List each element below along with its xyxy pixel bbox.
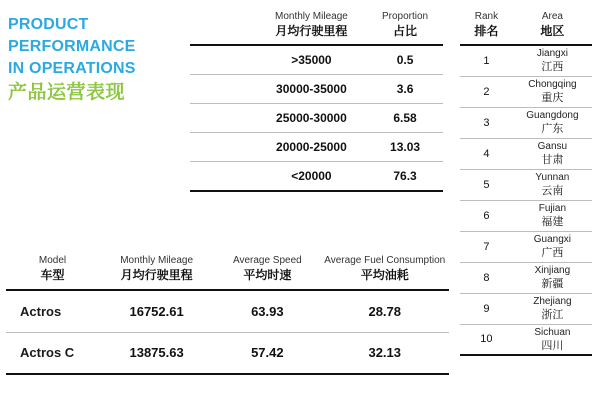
rank-area: Sichuan 四川 (513, 324, 592, 355)
table-row (6, 332, 449, 374)
model-speed: 63.93 (214, 290, 320, 332)
rank-number: 9 (460, 293, 513, 324)
rank-number: 1 (460, 45, 513, 76)
table-row (460, 200, 592, 231)
rank-area: Chongqing 重庆 (513, 76, 592, 107)
table-row (460, 231, 592, 262)
rank-area: Jiangxi 江西 (513, 45, 592, 76)
model-header-model: Model 车型 (38, 255, 67, 282)
table-header-row (460, 8, 592, 45)
mileage-range-value: 25000-30000 (256, 104, 367, 133)
rank-area: Gansu 甘肃 (513, 138, 592, 169)
model-mileage: 16752.61 (99, 290, 214, 332)
table-row (190, 133, 443, 162)
mileage-proportion-value: 3.6 (367, 75, 443, 104)
rank-area: Fujian 福建 (513, 200, 592, 231)
table-header-row (6, 252, 449, 290)
table-row (460, 45, 592, 76)
table-row (6, 290, 449, 332)
mileage-range-value: 30000-35000 (256, 75, 367, 104)
table-row (460, 262, 592, 293)
mileage-range-value: >35000 (256, 45, 367, 75)
mileage-proportion-value: 6.58 (367, 104, 443, 133)
rank-area: Zhejiang 浙江 (513, 293, 592, 324)
rank-number: 2 (460, 76, 513, 107)
title-line-3: IN OPERATIONS (8, 60, 136, 78)
table-row (460, 138, 592, 169)
title-english (8, 14, 183, 80)
table-row (460, 324, 592, 355)
rank-number: 4 (460, 138, 513, 169)
model-fuel: 28.78 (321, 290, 450, 332)
mileage-header-blank (190, 8, 256, 45)
table-row (190, 75, 443, 104)
mileage-proportion-value: 0.5 (367, 45, 443, 75)
mileage-proportion-value: 13.03 (367, 133, 443, 162)
rank-area: Guangxi 广西 (513, 231, 592, 262)
area-rank-table (460, 8, 592, 356)
table-row (460, 76, 592, 107)
mileage-range-value: 20000-25000 (256, 133, 367, 162)
rank-header-area: Area 地区 (540, 11, 565, 38)
rank-area: Yunnan 云南 (513, 169, 592, 200)
model-mileage: 13875.63 (99, 332, 214, 374)
rank-number: 3 (460, 107, 513, 138)
model-name: Actros C (6, 332, 99, 374)
model-header-monthly-mileage: Monthly Mileage 月均行驶里程 (120, 255, 193, 282)
rank-number: 10 (460, 324, 513, 355)
page-title (8, 14, 183, 105)
model-header-average-speed: Average Speed 平均时速 (232, 255, 302, 282)
rank-number: 6 (460, 200, 513, 231)
model-name: Actros (6, 290, 99, 332)
rank-area: Xinjiang 新疆 (513, 262, 592, 293)
model-speed: 57.42 (214, 332, 320, 374)
rank-area: Guangdong 广东 (513, 107, 592, 138)
table-header-row (190, 8, 443, 45)
mileage-header-monthly-mileage: Monthly Mileage 月均行驶里程 (275, 11, 348, 38)
mileage-distribution-table (190, 8, 443, 192)
mileage-header-proportion: Proportion 占比 (381, 11, 429, 38)
rank-number: 5 (460, 169, 513, 200)
rank-number: 7 (460, 231, 513, 262)
mileage-proportion-value: 76.3 (367, 162, 443, 192)
model-performance-table (6, 252, 449, 375)
table-row (460, 107, 592, 138)
table-row (460, 169, 592, 200)
table-row (190, 162, 443, 192)
title-line-1: PRODUCT (8, 16, 89, 33)
model-fuel: 32.13 (321, 332, 450, 374)
mileage-range-value: <20000 (256, 162, 367, 192)
title-line-2: PERFORMANCE (8, 38, 136, 56)
table-row (190, 104, 443, 133)
table-row (190, 45, 443, 75)
title-chinese: 产品运营表现 (8, 82, 126, 104)
model-header-average-fuel: Average Fuel Consumption 平均油耗 (324, 255, 446, 282)
table-row (460, 293, 592, 324)
rank-number: 8 (460, 262, 513, 293)
rank-header-rank: Rank 排名 (474, 11, 499, 38)
